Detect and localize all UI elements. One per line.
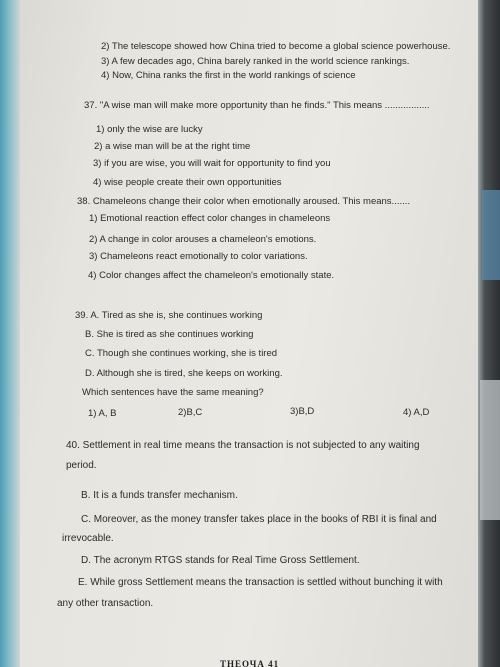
- q40-statement-d: D. The acronym RTGS stands for Real Time Gross Settlement.: [81, 555, 360, 566]
- q37-stem: 37. "A wise man will make more opportunity than he finds." This means .................: [84, 100, 430, 111]
- q39-statement-d: D. Although she is tired, she keeps on working.: [85, 368, 283, 379]
- q39-statement-c: C. Though she continues working, she is tired: [85, 348, 278, 359]
- q38-option-3: 3) Chameleons react emotionally to color variations.: [89, 251, 308, 262]
- page-edge-left: [0, 0, 20, 667]
- q38-option-1: 1) Emotional reaction effect color changes in chameleons: [89, 213, 331, 224]
- q36-option-3: 3) A few decades ago, China barely ranked in the world science rankings.: [101, 56, 410, 67]
- q39-option-2: 2)B,C: [178, 407, 203, 418]
- q38-option-4: 4) Color changes affect the chameleon's emotionally state.: [88, 270, 335, 281]
- q40-statement-a-line2: period.: [66, 460, 97, 471]
- q38-option-2: 2) A change in color arouses a chameleon's emotions.: [89, 234, 317, 245]
- q39-option-4: 4) A,D: [403, 407, 430, 418]
- q40-statement-e-line2: any other transaction.: [57, 598, 154, 609]
- q39-statement-a: 39. A. Tired as she is, she continues working: [75, 310, 263, 321]
- q39-question: Which sentences have the same meaning?: [82, 387, 264, 398]
- q36-option-2: 2) The telescope showed how China tried to become a global science powerhouse.: [101, 41, 451, 52]
- q39-statement-b: B. She is tired as she continues working: [85, 329, 254, 340]
- q40-statement-c-line2: irrevocable.: [62, 533, 114, 544]
- q40-statement-c-line1: C. Moreover, as the money transfer takes place in the books of RBI it is final and: [81, 514, 437, 525]
- q37-option-3: 3) if you are wise, you will wait for opportunity to find you: [93, 158, 331, 169]
- q40-statement-a-line1: 40. Settlement in real time means the transaction is not subjected to any waiting: [66, 440, 420, 451]
- q37-option-1: 1) only the wise are lucky: [96, 124, 203, 135]
- q37-option-4: 4) wise people create their own opportunities: [93, 177, 282, 188]
- q37-option-2: 2) a wise man will be at the right time: [94, 141, 251, 152]
- background-book-edge: [478, 0, 500, 667]
- q40-statement-e-line1: E. While gross Settlement means the transaction is settled without bunching it with: [78, 577, 443, 588]
- page-footer: ТНЕОЧА 41: [220, 659, 280, 667]
- q40-statement-b: B. It is a funds transfer mechanism.: [81, 490, 238, 501]
- q39-option-1: 1) A, B: [88, 408, 117, 419]
- q39-option-3: 3)B,D: [290, 406, 315, 417]
- q36-option-4: 4) Now, China ranks the first in the world rankings of science: [101, 70, 356, 81]
- q38-stem: 38. Chameleons change their color when emotionally aroused. This means.......: [77, 196, 411, 207]
